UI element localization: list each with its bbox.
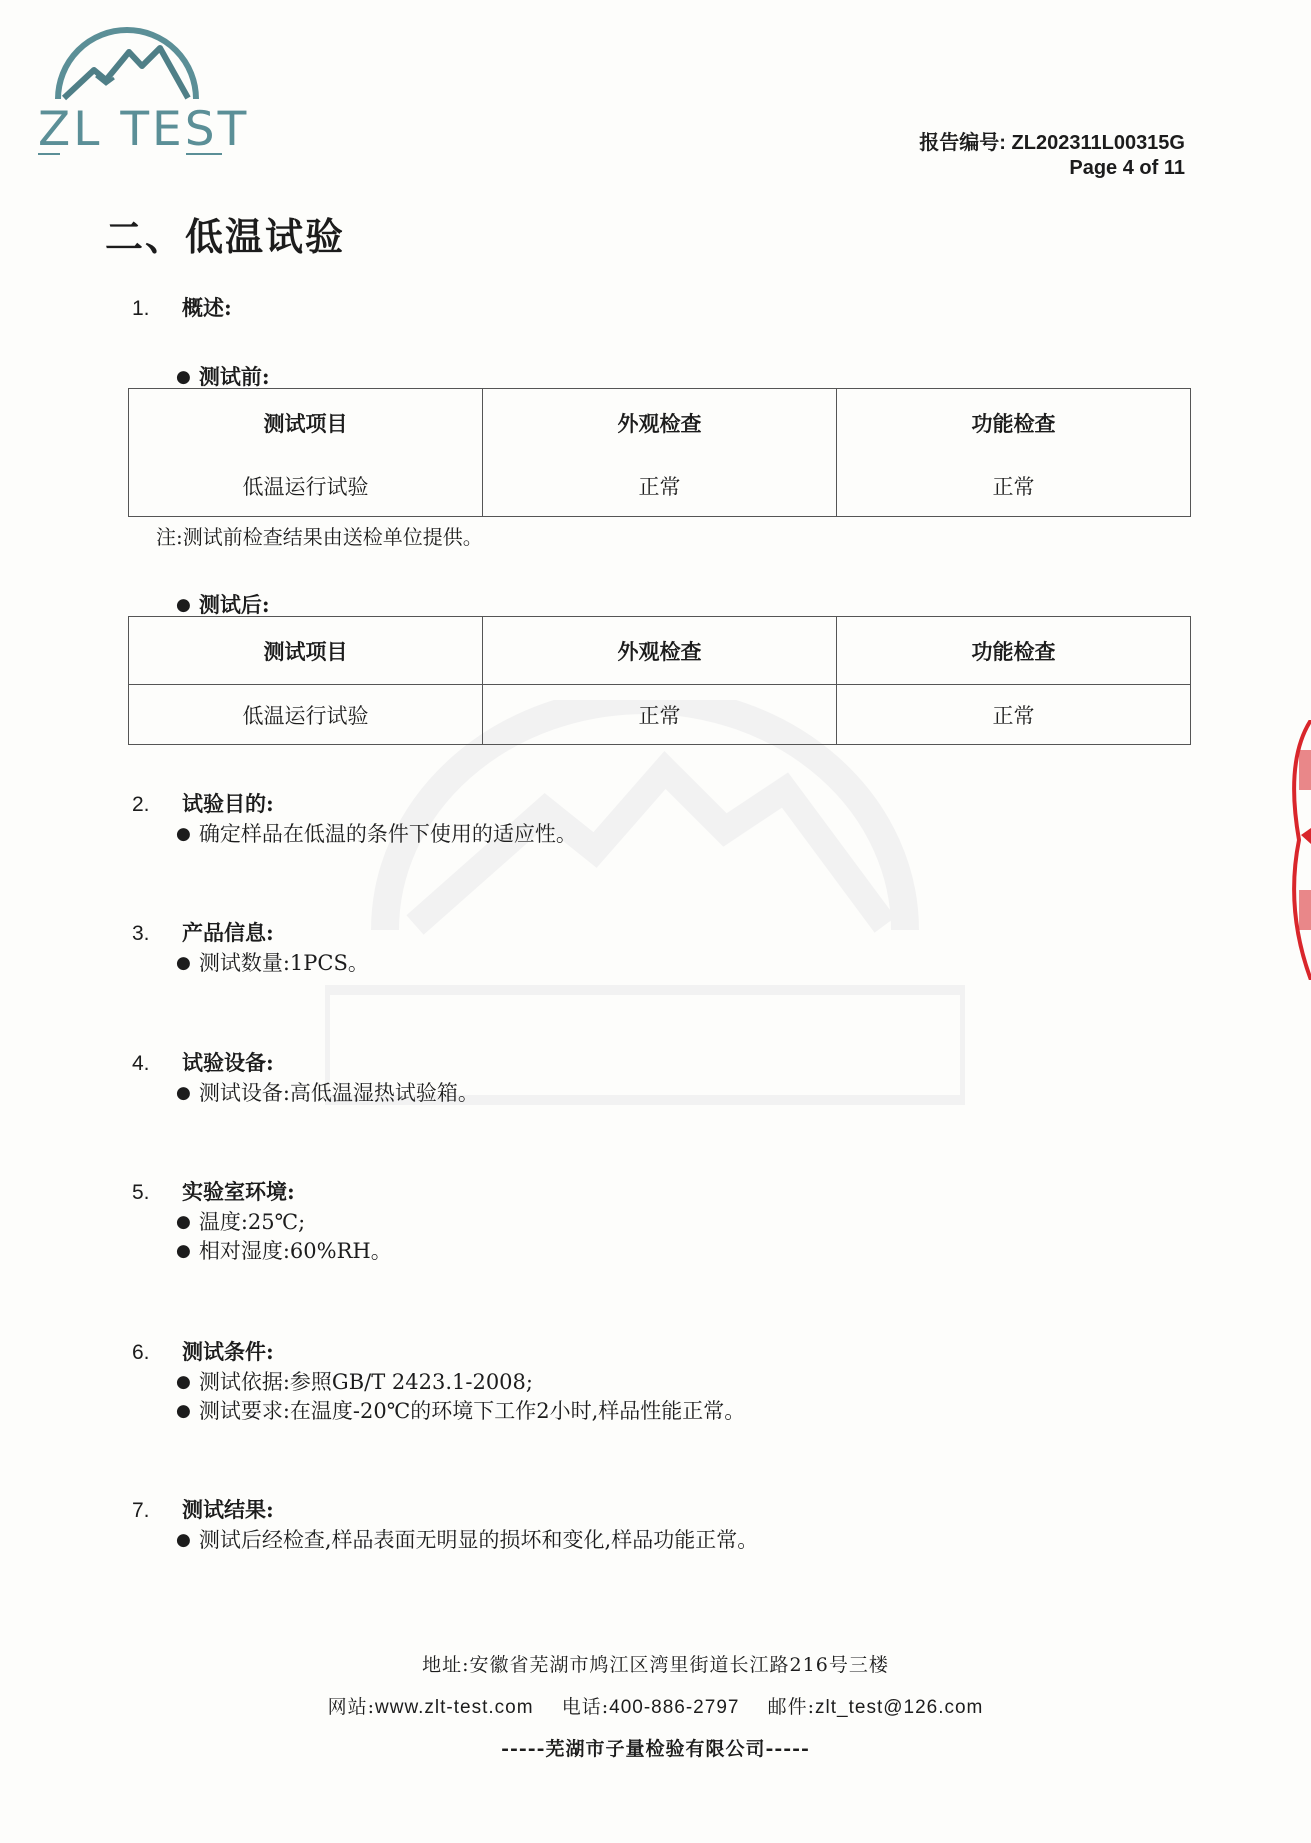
environment-temperature: ● 温度:25℃;	[176, 1206, 305, 1236]
table-header-cell: 测试项目	[129, 617, 483, 685]
item-number: 4.	[132, 1052, 150, 1075]
before-test-table	[128, 388, 1191, 517]
before-test-label: ● 测试前:	[176, 361, 270, 391]
item-environment-heading	[132, 1176, 295, 1206]
table-cell: 正常	[837, 685, 1191, 745]
logo-text: ZL TEST	[38, 102, 250, 157]
item-product-heading	[132, 917, 274, 947]
after-test-table	[128, 616, 1191, 745]
footer-address: 地址:安徽省芜湖市鸠江区湾里街道长江路216号三楼	[422, 1654, 889, 1676]
phone-number: 400-886-2797	[609, 1697, 740, 1718]
report-number-line	[919, 131, 1185, 156]
footer-contacts	[0, 1692, 1311, 1719]
item-number: 3.	[132, 922, 150, 945]
table-cell: 低温运行试验	[129, 685, 483, 745]
email-label: 邮件:	[767, 1696, 816, 1718]
table-row	[129, 457, 1191, 517]
section-title: 二、低温试验	[105, 214, 346, 259]
report-number: ZL202311L00315G	[1011, 132, 1185, 154]
red-seal-stamp-icon	[1281, 720, 1311, 980]
result-text: ● 测试后经检查,样品表面无明显的损坏和变化,样品功能正常。	[176, 1524, 758, 1554]
item-number: 7.	[132, 1499, 150, 1522]
item-result-heading	[132, 1494, 274, 1524]
item-number: 6.	[132, 1341, 150, 1364]
report-header	[919, 131, 1185, 181]
page-indicator: Page 4 of 11	[1069, 157, 1185, 179]
item-title: 产品信息:	[182, 920, 274, 945]
item-title: 实验室环境:	[182, 1179, 295, 1204]
table-header-cell: 测试项目	[129, 389, 483, 457]
product-text: ● 测试数量:1PCS。	[176, 947, 369, 977]
environment-humidity: ● 相对湿度:60%RH。	[176, 1235, 392, 1265]
table-header-cell: 外观检查	[483, 389, 837, 457]
condition-requirement: ● 测试要求:在温度-20℃的环境下工作2小时,样品性能正常。	[176, 1395, 745, 1425]
item-equipment-heading	[132, 1047, 274, 1077]
item-overview-heading	[132, 292, 232, 322]
item-purpose-heading	[132, 788, 274, 818]
email-link[interactable]: zlt_test@126.com	[815, 1697, 984, 1718]
table-header-row	[129, 617, 1191, 685]
table-header-cell: 外观检查	[483, 617, 837, 685]
table-header-cell: 功能检查	[837, 389, 1191, 457]
item-title: 试验目的:	[182, 791, 274, 816]
item-title: 测试结果:	[182, 1497, 274, 1522]
after-test-label: ● 测试后:	[176, 589, 270, 619]
table-cell: 正常	[483, 685, 837, 745]
item-title: 概述:	[182, 295, 232, 320]
table-header-row	[129, 389, 1191, 457]
purpose-text: ● 确定样品在低温的条件下使用的适应性。	[176, 818, 577, 848]
report-number-label: 报告编号:	[919, 132, 1006, 154]
zl-test-watermark-icon	[325, 700, 965, 1120]
item-number: 1.	[132, 297, 150, 320]
table-cell: 低温运行试验	[129, 457, 483, 517]
footer-company: -----芜湖市子量检验有限公司-----	[501, 1738, 810, 1760]
company-logo	[36, 14, 250, 159]
table-row	[129, 685, 1191, 745]
website-label: 网站:	[327, 1696, 376, 1718]
website-link[interactable]: www.zlt-test.com	[375, 1697, 534, 1718]
condition-standard: ● 测试依据:参照GB/T 2423.1-2008;	[176, 1366, 533, 1396]
table-cell: 正常	[837, 457, 1191, 517]
phone-label: 电话:	[561, 1696, 610, 1718]
item-title: 试验设备:	[182, 1050, 274, 1075]
item-conditions-heading	[132, 1336, 274, 1366]
table-header-cell: 功能检查	[837, 617, 1191, 685]
equipment-text: ● 测试设备:高低温湿热试验箱。	[176, 1077, 479, 1107]
item-number: 2.	[132, 793, 150, 816]
item-title: 测试条件:	[182, 1339, 274, 1364]
before-test-note: 注:测试前检查结果由送检单位提供。	[156, 525, 483, 549]
item-number: 5.	[132, 1181, 150, 1204]
table-cell: 正常	[483, 457, 837, 517]
